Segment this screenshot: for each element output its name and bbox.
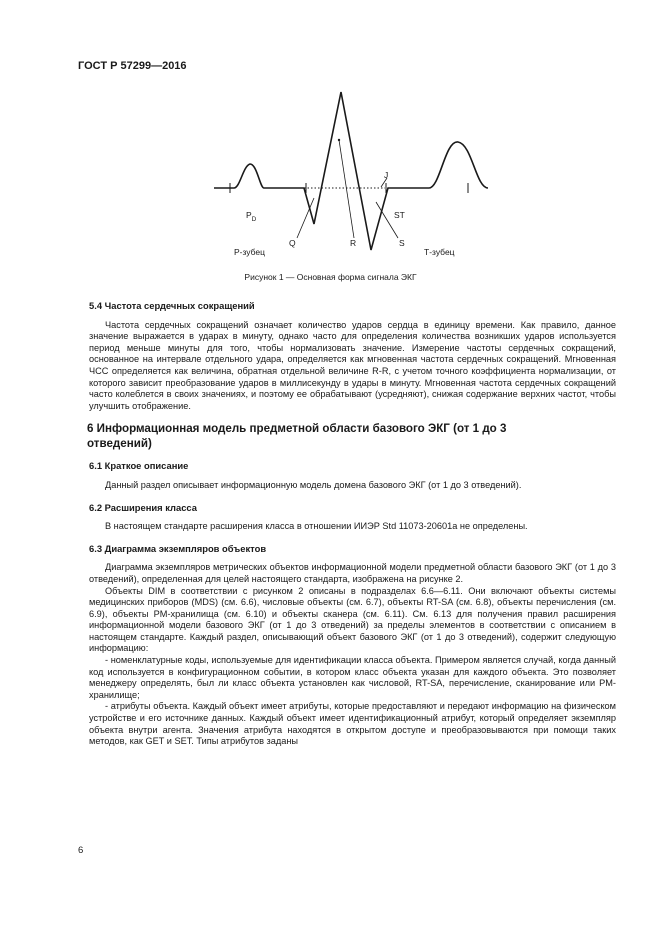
section-6-3-heading: 6.3 Диаграмма экземпляров объектов <box>89 542 267 554</box>
section-5-4-heading: 5.4 Частота сердечных сокращений <box>89 300 255 311</box>
ecg-waveform-line <box>214 92 488 250</box>
q-pointer-line <box>297 198 314 238</box>
t-wave-label: Т-зубец <box>424 247 455 257</box>
pd-label: $P_D$ <box>246 210 257 223</box>
section-6-3-paragraph-1: Диаграмма экземпляров метрических объектов информационной модели предметной области базового ЭКГ (от 1 до 3 отведений), определенная для целей настоящего стандарта, изображена на рисунке 2. <box>89 562 616 584</box>
ecg-figure <box>200 80 500 270</box>
section-6-3-paragraph-2: Объекты DIM в соответствии с рисунком 2 описаны в подразделах 6.6—6.11. Они включают объекты системы медицинских приборов (MDS) (см. 6.6), числовые объекты (см. 6.7), объекты RT-SA (см. 6.8), объекты перечисления (см. 6.9), объекты PM-хранилища (см. 6.10) и объекты сканера (см. 6.11). См. 6.13 для получения правил расширения информационной модели базового ЭКГ (от 1 до 3 отведений) за пределы элементов в соответствии с описанием в настоящем стандарте. Каждый раздел, описывающий объект базового ЭКГ (от 1 до 3 отведений), содержит следующую информацию: <box>89 585 616 654</box>
document-body <box>89 300 616 748</box>
p-wave-label: Р-зубец <box>234 247 266 257</box>
s-label: S <box>399 238 405 248</box>
document-header: ГОСТ Р 57299—2016 <box>78 60 187 72</box>
q-label: Q <box>289 238 296 248</box>
section-6-heading: 6 Информационная модель предметной области базового ЭКГ (от 1 до 3 отведений) <box>87 422 507 450</box>
list-item: - атрибуты объекта. Каждый объект имеет атрибуты, которые предоставляют и передают информацию на физическом устройстве и его источнике данных. Каждый объект имеет идентификационный атрибут, который определяет экземпляр объекта внутри агента. Значения атрибута находятся в открытом доступе и преобразовываются при помощи таких методов, как GET и SET. Типы атрибутов заданы <box>89 701 616 747</box>
section-6-1-heading: 6.1 Краткое описание <box>89 460 189 472</box>
j-label: J <box>384 170 389 180</box>
st-label: ST <box>394 210 405 220</box>
section-6-1-paragraph: Данный раздел описывает информационную модель домена базового ЭКГ (от 1 до 3 отведений). <box>105 479 522 490</box>
section-6-2-heading: 6.2 Расширения класса <box>89 501 197 513</box>
r-pointer-line <box>339 140 354 238</box>
list-item: - номенклатурные коды, используемые для идентификации класса объекта. Примером является случай, когда данный код используется в конфигурационном событии, в котором класс объекта указан для каждого объекта. Это позволяет менеджеру определять, был ли класс объекта установлен как числовой, RT-SA, перечисление, сканирование или PM-хранилище; <box>89 655 616 700</box>
page-number: 6 <box>78 845 84 856</box>
r-pointer-dot <box>338 139 340 141</box>
ecg-waveform-diagram <box>200 80 500 270</box>
section-6-2-paragraph: В настоящем стандарте расширения класса в отношении ИИЭР Std 11073-20601а не определены. <box>105 521 528 532</box>
section-5-4-paragraph: Частота сердечных сокращений означает количество ударов сердца в единицу времени. Как правило, данное значение выражается в ударах в минуту, однако часто для определения количества возникших ударов используется период меньше минуты для того, чтобы нормализовать значение. Измерение частоты сердечных сокращений, основанное на интервале отдельного удара, определяется как мгновенная частота сердечных сокращений. Мгновенная ЧСС определяется как величина, обратная отдельной величине R-R, с учетом точного коэффициента нормализации, от которого зависит преобразование ударов в миллисекунду в удары в минуту. Мгновенная частота сердечных сокращений часто колеблется в своих значениях, и поэтому ее обрабатывают (усредняют), снижая содержание верхних частот, чтобы улучшить отображение. <box>89 319 616 411</box>
r-label: R <box>350 238 357 248</box>
figure-caption: Рисунок 1 — Основная форма сигнала ЭКГ <box>244 272 417 282</box>
